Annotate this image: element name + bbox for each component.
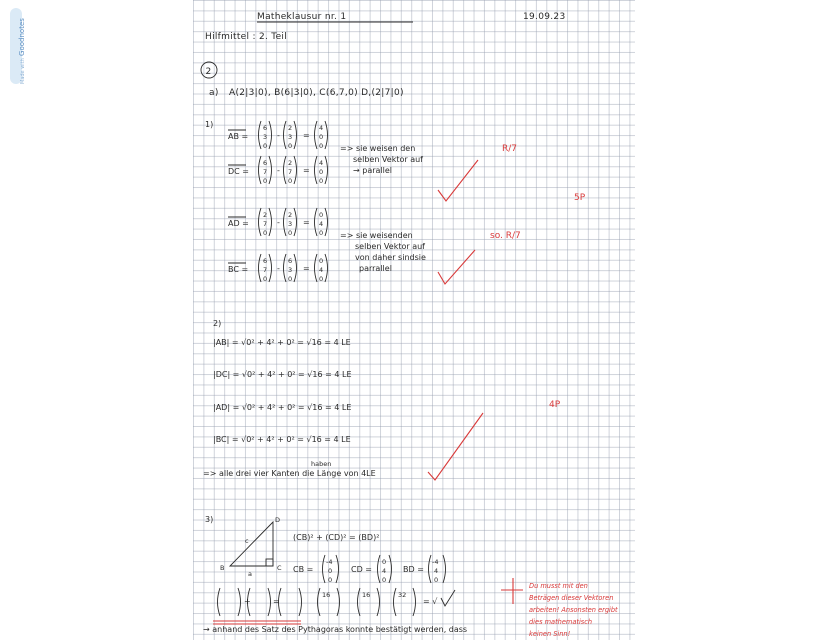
calc-result: = √ xyxy=(423,597,438,606)
matrix-cell: 4 xyxy=(319,266,324,274)
matrix-cell: 3 xyxy=(288,133,293,141)
matrix-cell: 4 xyxy=(319,159,324,167)
checkmark-icon xyxy=(441,590,455,606)
right-triangle-diagram xyxy=(220,516,282,578)
matrix-cell: 0 xyxy=(328,576,333,584)
side-label: a xyxy=(248,570,252,578)
note-line: selben Vektor auf xyxy=(353,155,423,164)
grade-a: R/7 xyxy=(502,144,518,154)
matrix-cell: 0 xyxy=(319,177,324,185)
magnitude-line: |AD| = √0² + 4² + 0² = √16 = 4 LE xyxy=(213,403,352,412)
bracket-left xyxy=(315,156,318,184)
matrix-cell: 7 xyxy=(288,168,293,176)
matrix-cell: -4 xyxy=(326,558,333,566)
matrix-cell: 0 xyxy=(319,168,324,176)
page-content xyxy=(193,0,635,640)
badge-small-label: Made with xyxy=(20,58,26,84)
bottom-conclusion: → anhand des Satz des Pythagoras konnte bestätigt werden, dass xyxy=(203,625,468,634)
equation-ab xyxy=(228,121,328,150)
bracket-right xyxy=(294,208,297,236)
minus-sign: - xyxy=(277,131,280,140)
matrix-cell: -4 xyxy=(432,558,439,566)
bracket-left xyxy=(284,208,287,236)
matrix-cell: 0 xyxy=(319,211,324,219)
note-line: Beträgen dieser Vektoren xyxy=(529,594,614,602)
bracket-left xyxy=(259,156,262,184)
bracket-left xyxy=(429,555,432,583)
vec-lhs: CB = xyxy=(293,565,314,574)
bracket-right xyxy=(389,555,392,583)
bracket-right xyxy=(294,254,297,282)
note-line: selben Vektor auf xyxy=(355,242,425,251)
bracket-right xyxy=(325,254,328,282)
note-line: von daher sindsie xyxy=(355,253,426,262)
matrix-bc-1 xyxy=(259,254,272,283)
bracket-pair xyxy=(248,588,271,616)
conclusion: => alle drei vier Kanten die Länge von 4LE xyxy=(203,469,376,478)
equals-sign: = xyxy=(303,218,310,227)
matrix-cell: 0 xyxy=(382,558,387,566)
notebook-page xyxy=(193,0,635,640)
checkmark-icon xyxy=(438,250,475,284)
matrix-cell: 6 xyxy=(288,257,293,265)
right-angle-mark xyxy=(266,559,273,566)
matrix-dc-3 xyxy=(315,156,328,185)
vector-cd xyxy=(351,555,392,584)
matrix-cell: 6 xyxy=(263,159,268,167)
note-line: => sie weisenden xyxy=(340,231,413,240)
matrix-cell: 4 xyxy=(382,567,387,575)
bracket-left xyxy=(259,208,262,236)
matrix-cell: 0 xyxy=(319,229,324,237)
matrix-ad-1 xyxy=(259,208,272,237)
equation-dc xyxy=(228,156,328,185)
bracket-right xyxy=(269,208,272,236)
minus-sign: - xyxy=(277,264,280,273)
bracket-right xyxy=(325,156,328,184)
given-points: A(2|3|0), B(6|3|0), C(6,7,0) D,(2|7|0) xyxy=(229,88,404,98)
matrix-cell: 0 xyxy=(263,229,268,237)
matrix-cell: 0 xyxy=(328,567,333,575)
bracket-left xyxy=(259,254,262,282)
equals-sign: = xyxy=(303,131,310,140)
bracket-left xyxy=(323,555,326,583)
goodnotes-badge-text xyxy=(16,16,28,84)
matrix-cell: 0 xyxy=(288,177,293,185)
vertex-label: B xyxy=(220,564,225,572)
note-parallel-a xyxy=(340,144,423,175)
inserted-word: haben xyxy=(311,460,332,468)
matrix-cell: 2 xyxy=(288,211,293,219)
bracket-left xyxy=(284,121,287,149)
vertex-label: C xyxy=(277,564,282,572)
matrix-cell: 4 xyxy=(319,124,324,132)
matrix-ad-2 xyxy=(284,208,297,237)
bracket-pair xyxy=(279,588,302,616)
vector-cb xyxy=(293,555,339,584)
part2-label: 2) xyxy=(213,319,222,328)
matrix-cell: 0 xyxy=(263,177,268,185)
matrix-cell: 0 xyxy=(382,576,387,584)
eq-bc-lhs: BC = xyxy=(228,265,249,274)
task-intro-label: a) xyxy=(209,88,219,98)
matrix-cell: 3 xyxy=(288,220,293,228)
matrix-cell: 0 xyxy=(319,257,324,265)
matrix-ab-3 xyxy=(315,121,328,150)
bracket-right xyxy=(443,555,446,583)
bracket-right xyxy=(325,121,328,149)
matrix-cell: 0 xyxy=(319,133,324,141)
note-line: arbeiten! Ansonsten ergibt xyxy=(529,606,618,614)
plus-sign: + xyxy=(244,597,251,606)
matrix-cell: 3 xyxy=(288,266,293,274)
matrix-cell: 6 xyxy=(263,124,268,132)
bracket-left xyxy=(315,121,318,149)
equation-ad xyxy=(228,208,328,237)
matrix-cell: 0 xyxy=(288,275,293,283)
pythagoras-equation: (CB)² + (CD)² = (BD)² xyxy=(293,533,380,542)
points-part2: 4P xyxy=(549,400,561,410)
eq-dc-lhs: DC = xyxy=(228,167,249,176)
matrix-cell: 6 xyxy=(263,257,268,265)
calc-value: 32 xyxy=(398,591,407,599)
equals-sign: = xyxy=(303,264,310,273)
header-date: 19.09.23 xyxy=(523,12,566,22)
matrix-cell: 7 xyxy=(263,266,268,274)
note-line: => sie weisen den xyxy=(340,144,416,153)
minus-sign: - xyxy=(277,166,280,175)
bracket-right xyxy=(336,555,339,583)
calc-value: 16 xyxy=(322,591,331,599)
magnitude-line: |AB| = √0² + 4² + 0² = √16 = 4 LE xyxy=(213,338,351,347)
matrix-cell: 0 xyxy=(434,576,439,584)
matrix-ab-2 xyxy=(284,121,297,150)
checkmark-icon xyxy=(438,160,478,201)
checkmark-icon xyxy=(428,413,483,480)
equals-sign: = xyxy=(273,597,280,606)
header-title: Matheklausur nr. 1 xyxy=(257,12,347,22)
equals-sign: = xyxy=(303,166,310,175)
vec-lhs: BD = xyxy=(403,565,424,574)
bracket-left xyxy=(378,555,381,583)
matrix-ad-3 xyxy=(315,208,328,237)
pythagoras-calculation xyxy=(213,588,455,624)
matrix-cell: 0 xyxy=(263,275,268,283)
matrix-cell: 0 xyxy=(263,142,268,150)
teacher-note xyxy=(501,578,618,638)
note-parallel-b xyxy=(340,231,426,273)
matrix-cell: 0 xyxy=(319,275,324,283)
task-number: 2 xyxy=(205,67,212,77)
bracket-left xyxy=(284,156,287,184)
magnitude-line: |BC| = √0² + 4² + 0² = √16 = 4 LE xyxy=(213,435,351,444)
header-subtitle: Hilfmittel : 2. Teil xyxy=(205,32,288,42)
vertex-label: D xyxy=(275,516,281,524)
bracket-left xyxy=(315,208,318,236)
minus-sign: - xyxy=(277,218,280,227)
matrix-cell: 0 xyxy=(288,229,293,237)
vector-bd xyxy=(403,555,446,584)
bracket-right xyxy=(294,121,297,149)
matrix-dc-2 xyxy=(284,156,297,185)
bracket-right xyxy=(269,156,272,184)
grade-b: so. R/7 xyxy=(490,231,521,241)
part3-label: 3) xyxy=(205,515,214,524)
bracket-right xyxy=(294,156,297,184)
part1-label: 1) xyxy=(205,120,214,129)
equation-bc xyxy=(228,254,328,283)
note-line: keinen Sinn! xyxy=(529,630,571,638)
bracket-pair xyxy=(218,588,241,616)
note-line: → parallel xyxy=(353,166,393,175)
matrix-cell: 2 xyxy=(288,124,293,132)
points-part1: 5P xyxy=(574,193,586,203)
matrix-cell: 4 xyxy=(434,567,439,575)
vec-lhs: CD = xyxy=(351,565,372,574)
bracket-right xyxy=(325,208,328,236)
matrix-cell: 0 xyxy=(319,142,324,150)
note-line: dies mathematisch xyxy=(529,618,593,626)
magnitude-line: |DC| = √0² + 4² + 0² = √16 = 4 LE xyxy=(213,370,352,379)
bracket-right xyxy=(269,254,272,282)
matrix-cell: 2 xyxy=(263,211,268,219)
bracket-right xyxy=(269,121,272,149)
bracket-left xyxy=(259,121,262,149)
side-label: c xyxy=(245,537,249,545)
note-line: Du musst mit den xyxy=(529,582,588,590)
goodnotes-badge[interactable] xyxy=(10,8,26,84)
matrix-cell: 2 xyxy=(288,159,293,167)
matrix-cell: 3 xyxy=(263,133,268,141)
bracket-left xyxy=(284,254,287,282)
matrix-bc-3 xyxy=(315,254,328,283)
matrix-cell: 7 xyxy=(263,220,268,228)
matrix-bc-2 xyxy=(284,254,297,283)
calc-value: 16 xyxy=(362,591,371,599)
matrix-cell: 4 xyxy=(319,220,324,228)
note-line: parrallel xyxy=(359,264,392,273)
eq-ab-lhs: AB = xyxy=(228,132,249,141)
bracket-left xyxy=(315,254,318,282)
badge-name: Goodnotes xyxy=(18,18,26,56)
matrix-cell: 7 xyxy=(263,168,268,176)
matrix-dc-1 xyxy=(259,156,272,185)
matrix-cell: 0 xyxy=(288,142,293,150)
matrix-ab-1 xyxy=(259,121,272,150)
eq-ad-lhs: AD = xyxy=(228,219,249,228)
